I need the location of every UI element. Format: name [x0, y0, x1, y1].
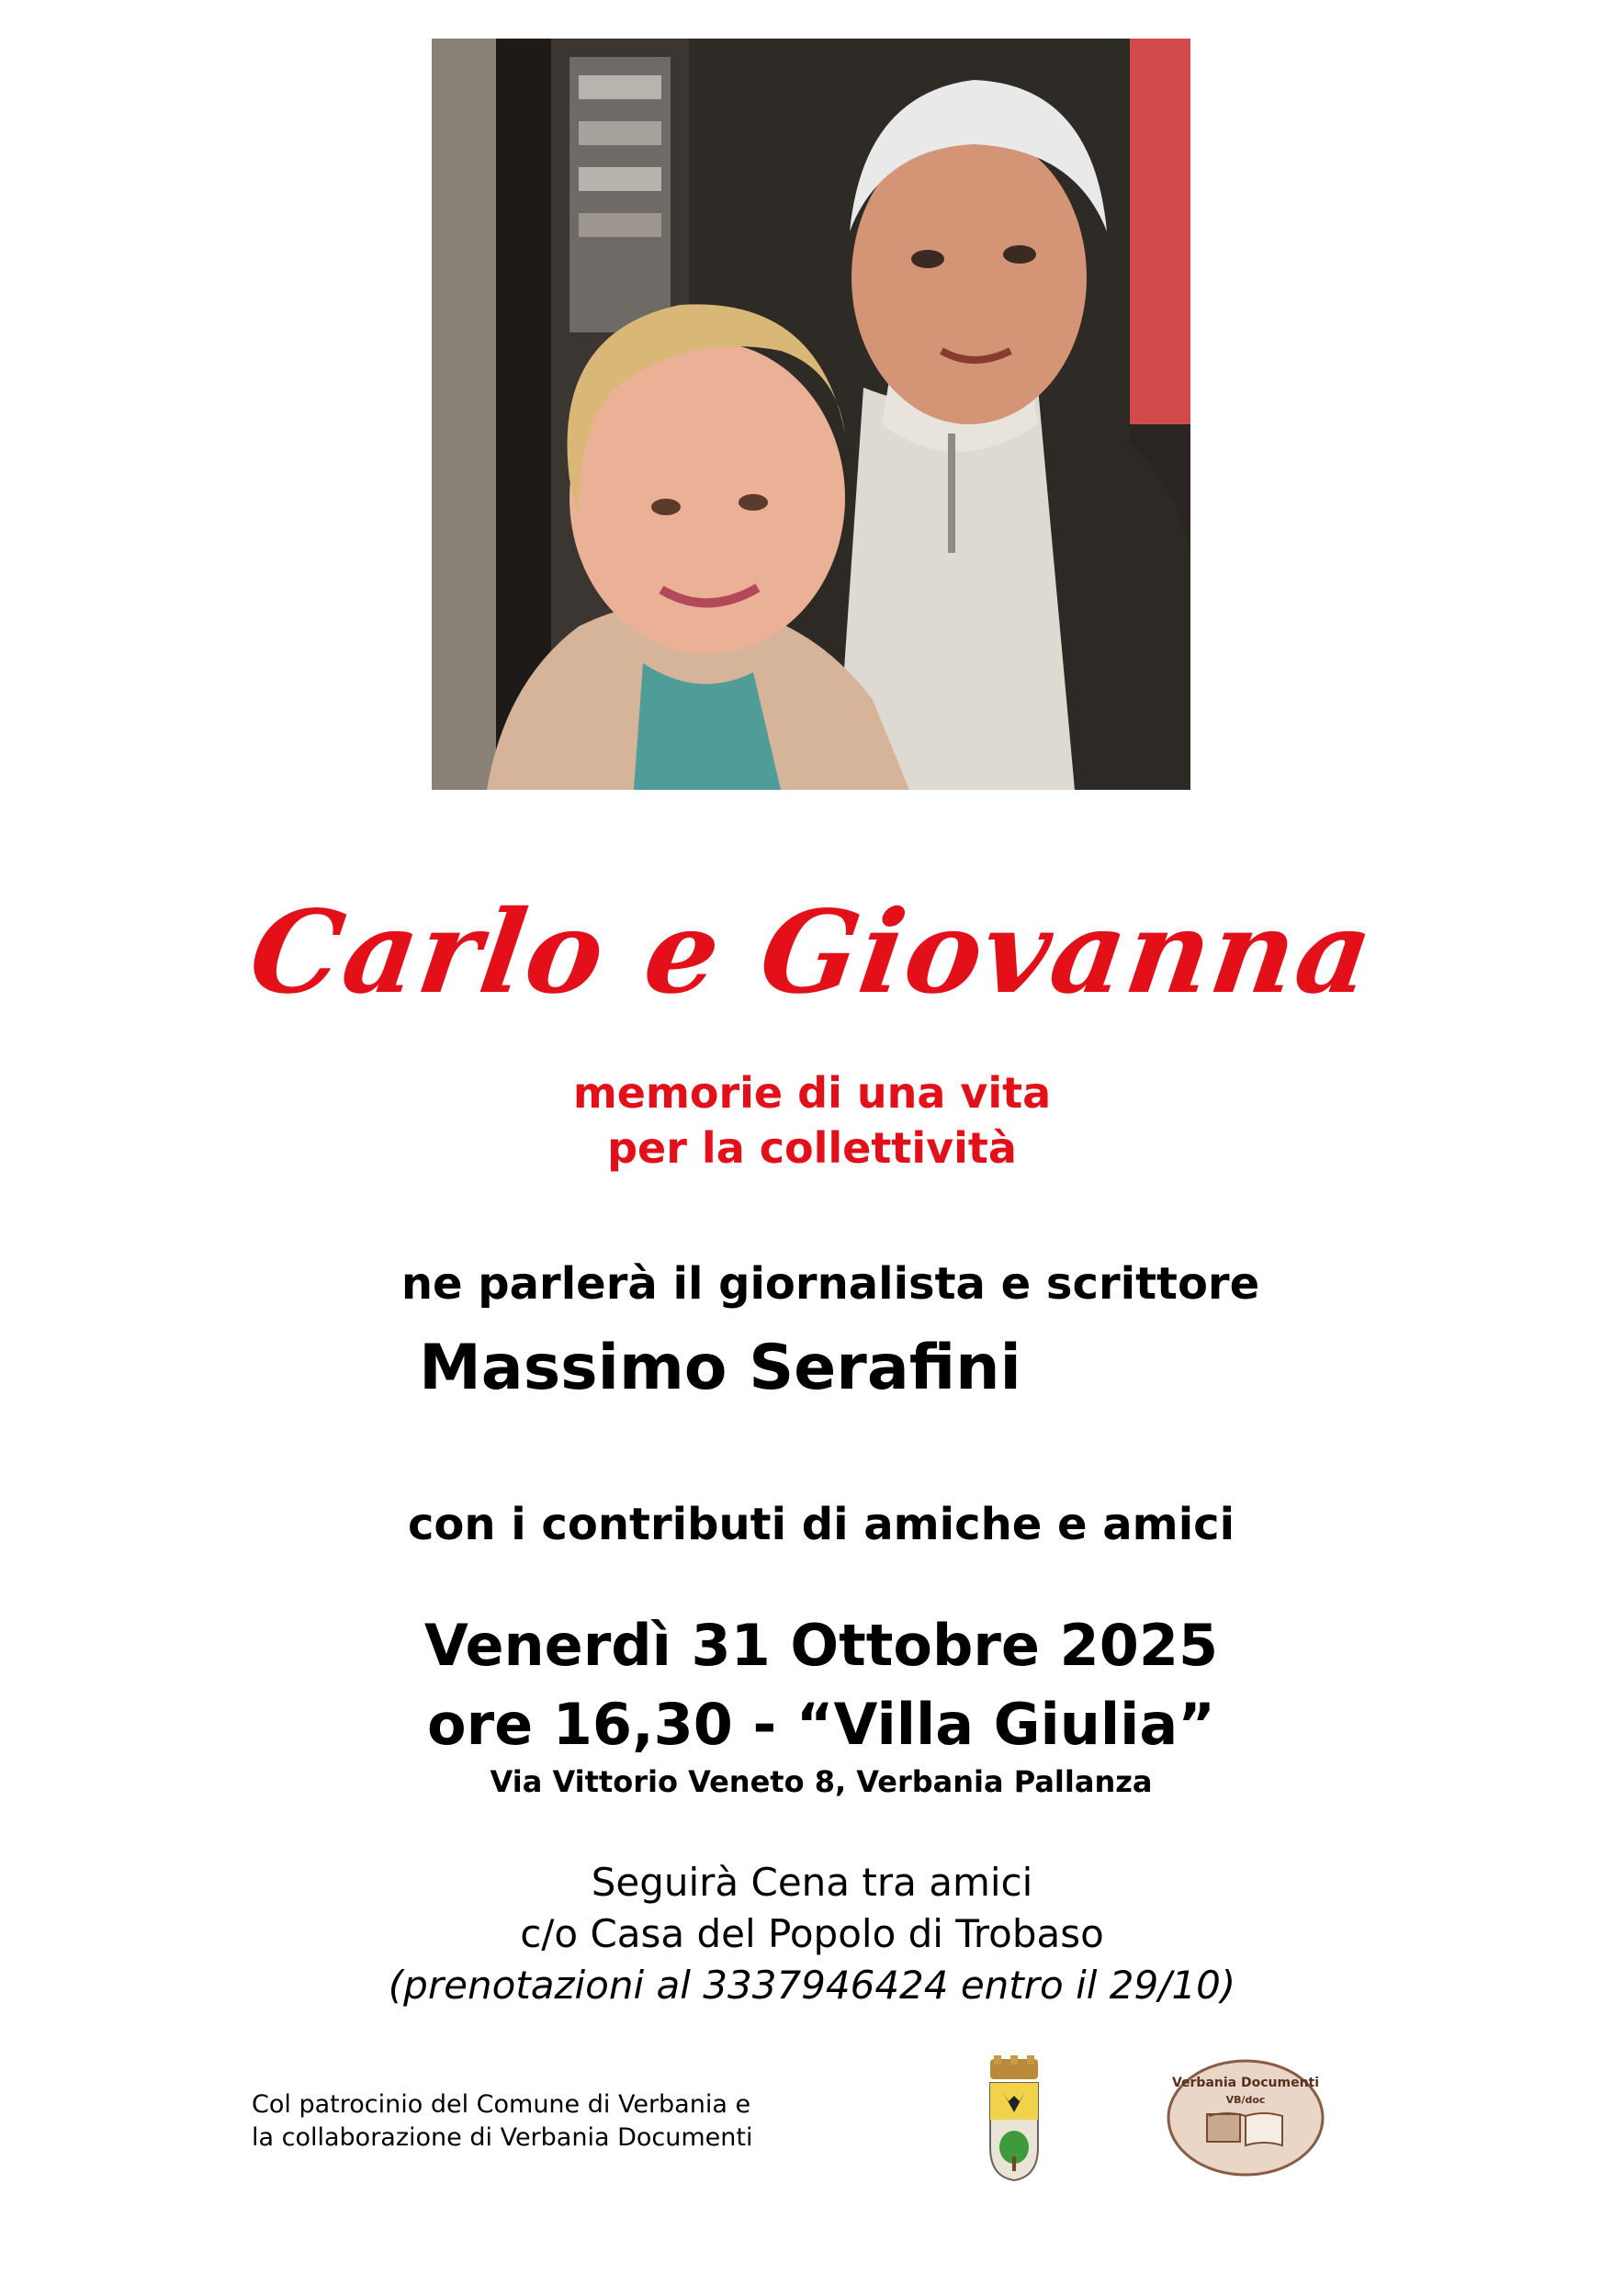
contributions-text: con i contributi di amiche e amici: [407, 1499, 1235, 1550]
patronage-text: [252, 2088, 840, 2155]
verbania-crest-icon: [985, 2055, 1043, 2182]
subtitle-line-2: per la collettività: [607, 1123, 1017, 1173]
speaker-name: Massimo Serafini: [419, 1332, 1021, 1404]
portrait-illustration: [432, 39, 1190, 790]
vbdoc-logo-text: Verbania Documenti: [1171, 2076, 1320, 2090]
dinner-line-1: Seguirà Cena tra amici: [591, 1860, 1033, 1905]
dinner-booking: (prenotazioni al 3337946424 entro il 29/10): [388, 1963, 1236, 2008]
patronage-line-1: Col patrocinio del Comune di Verbania e: [252, 2090, 751, 2119]
portrait-photo: [432, 39, 1190, 790]
event-title: Carlo e Giovanna: [242, 886, 1382, 1019]
verbania-documenti-logo: [1167, 2059, 1325, 2177]
dinner-line-2: c/o Casa del Popolo di Trobaso: [520, 1911, 1104, 1956]
event-time-place: ore 16,30 - “Villa Giulia”: [426, 1691, 1215, 1758]
subtitle-line-1: memorie di una vita: [572, 1068, 1052, 1118]
vbdoc-logo-sub: VB/doc: [1225, 2094, 1266, 2106]
patronage-line-2: la collaborazione di Verbania Documenti: [252, 2123, 753, 2152]
speaker-intro: ne parlerà il giornalista e scrittore: [400, 1258, 1260, 1310]
event-date: Venerdì 31 Ottobre 2025: [423, 1612, 1219, 1679]
event-subtitle: [0, 1065, 1624, 1176]
event-address: Via Vittorio Veneto 8, Verbania Pallanza: [490, 1764, 1153, 1799]
